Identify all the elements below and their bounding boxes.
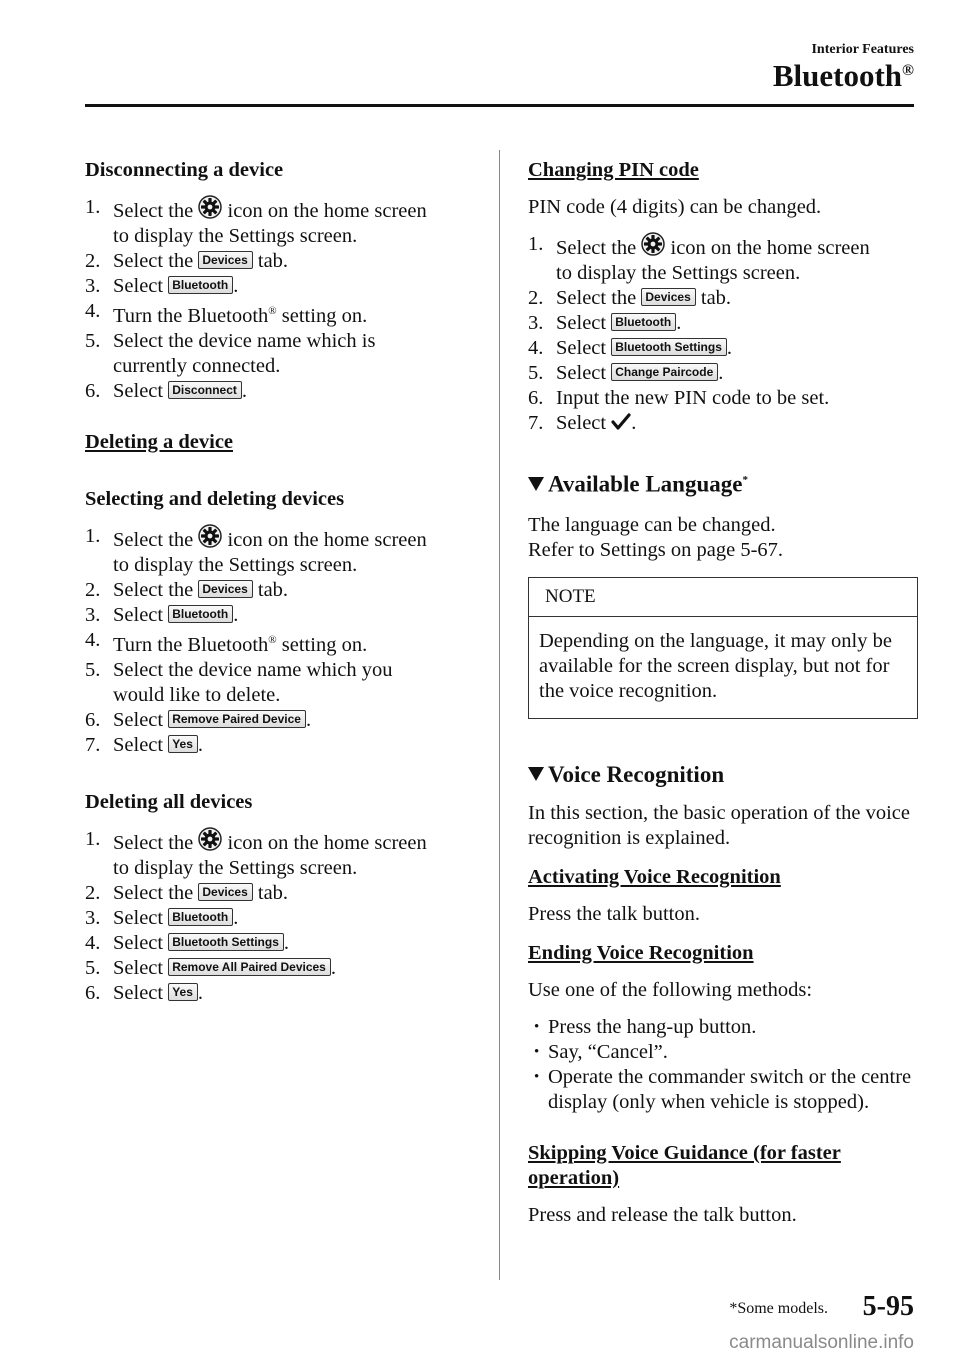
- list-item: 5. Select Change Paircode .: [528, 362, 724, 384]
- heading-available-language: Available Language*: [528, 466, 918, 499]
- list-item: • Operate the commander switch or the centre display (only when vehicle is stopped).: [534, 1065, 918, 1115]
- list-item: 1. Select the icon on the home screen to display the Settings screen.: [85, 196, 427, 247]
- language-text-2: Refer to Settings on page 5-67.: [528, 538, 784, 561]
- note-box: [528, 577, 918, 719]
- list-item: 3. Select Bluetooth .: [85, 906, 239, 929]
- remove-paired-device-button: Remove Paired Device: [168, 710, 306, 728]
- devices-button: Devices: [198, 580, 252, 598]
- ending-methods: [528, 1015, 918, 1115]
- right-column: [528, 158, 918, 1228]
- list-item: 3. Select Bluetooth .: [85, 603, 239, 626]
- checkmark-icon: [611, 413, 631, 431]
- bluetooth-button: Bluetooth: [611, 313, 676, 331]
- list-item: 4. Select Bluetooth Settings .: [528, 337, 733, 359]
- list-item: 6. Input the new PIN code to be set.: [528, 387, 830, 409]
- bluetooth-button: Bluetooth: [168, 276, 233, 294]
- page-title-text: Bluetooth: [772, 58, 903, 93]
- devices-button: Devices: [198, 251, 252, 269]
- activating-text: Press the talk button.: [528, 902, 700, 925]
- steps-pin: [528, 232, 918, 436]
- language-text-1: The language can be changed.: [528, 513, 776, 536]
- heading-voice-recognition: Voice Recognition: [528, 761, 918, 789]
- skipping-text: Press and release the talk button.: [528, 1203, 797, 1226]
- heading-deleting: Deleting a device: [85, 430, 234, 453]
- section-triangle-icon: [528, 767, 544, 781]
- page-title: [773, 58, 914, 94]
- list-item: 2. Select the Devices tab.: [528, 287, 732, 309]
- settings-gear-icon: [198, 827, 222, 851]
- section-triangle-icon: [528, 477, 544, 491]
- list-item: 5. Select the device name which is currently connected.: [85, 329, 376, 377]
- list-item: 3. Select Bluetooth .: [528, 312, 682, 334]
- header-rule: [85, 104, 914, 107]
- note-body: Depending on the language, it may only be available for the screen display, but not for the voice recognition.: [539, 629, 892, 702]
- bluetooth-button: Bluetooth: [168, 908, 233, 926]
- note-title: NOTE: [529, 578, 917, 617]
- remove-all-paired-devices-button: Remove All Paired Devices: [168, 958, 331, 976]
- list-item: 7. Select .: [528, 412, 637, 434]
- heading-disconnecting: Disconnecting a device: [85, 159, 284, 181]
- yes-button: Yes: [168, 735, 198, 753]
- column-divider: [499, 150, 500, 1280]
- list-item: 3. Select Bluetooth .: [85, 275, 239, 297]
- list-item: • Say, “Cancel”.: [534, 1040, 918, 1065]
- settings-gear-icon: [198, 524, 222, 548]
- heading-ending: Ending Voice Recognition: [528, 941, 754, 964]
- steps-deleting-all: [85, 827, 475, 1006]
- heading-deleting-all: Deleting all devices: [85, 790, 253, 813]
- bluetooth-button: Bluetooth: [168, 605, 233, 623]
- bluetooth-settings-button: Bluetooth Settings: [611, 338, 727, 356]
- list-item: 7. Select Yes .: [85, 733, 204, 756]
- disconnect-button: Disconnect: [168, 381, 242, 399]
- devices-button: Devices: [641, 288, 695, 306]
- list-item: 6. Select Yes .: [85, 981, 204, 1004]
- section-label: Interior Features: [811, 42, 914, 57]
- voice-intro: In this section, the basic operation of the voice recognition is explained.: [528, 801, 910, 849]
- devices-button: Devices: [198, 883, 252, 901]
- heading-skipping: Skipping Voice Guidance (for faster operation): [528, 1141, 841, 1189]
- change-paircode-button: Change Paircode: [611, 363, 718, 381]
- steps-disconnecting: [85, 195, 475, 404]
- list-item: 2. Select the Devices tab.: [85, 578, 289, 601]
- yes-button: Yes: [168, 983, 198, 1001]
- left-column: [85, 158, 475, 1006]
- watermark: carmanualsonline.info: [729, 1332, 914, 1353]
- list-item: 4. Turn the Bluetooth® setting on.: [85, 300, 368, 327]
- list-item: 6. Select Remove Paired Device .: [85, 708, 312, 731]
- list-item: 1. Select the icon on the home screen to display the Settings screen.: [85, 524, 427, 576]
- list-item: 4. Select Bluetooth Settings .: [85, 931, 290, 954]
- settings-gear-icon: [641, 232, 665, 256]
- list-item: 2. Select the Devices tab.: [85, 881, 289, 904]
- list-item: 5. Select Remove All Paired Devices .: [85, 956, 336, 979]
- list-item: 1. Select the icon on the home screen to display the Settings screen.: [85, 827, 427, 879]
- heading-activating: Activating Voice Recognition: [528, 865, 781, 888]
- list-item: 5. Select the device name which you would like to delete.: [85, 658, 393, 706]
- ending-text: Use one of the following methods:: [528, 978, 813, 1001]
- heading-changing-pin: Changing PIN code: [528, 159, 699, 181]
- page-number: 5-95: [862, 1291, 914, 1322]
- pin-intro: PIN code (4 digits) can be changed.: [528, 196, 822, 218]
- settings-gear-icon: [198, 195, 222, 219]
- bluetooth-settings-button: Bluetooth Settings: [168, 933, 284, 951]
- list-item: 2. Select the Devices tab.: [85, 250, 289, 272]
- footnote: *Some models.: [729, 1300, 828, 1317]
- steps-selecting: [85, 524, 475, 758]
- list-item: 4. Turn the Bluetooth® setting on.: [85, 628, 368, 656]
- list-item: • Press the hang-up button.: [534, 1015, 918, 1040]
- list-item: 6. Select Disconnect .: [85, 379, 248, 402]
- heading-selecting: Selecting and deleting devices: [85, 487, 345, 510]
- registered-mark: ®: [902, 62, 914, 79]
- list-item: 1. Select the icon on the home screen to display the Settings screen.: [528, 233, 870, 284]
